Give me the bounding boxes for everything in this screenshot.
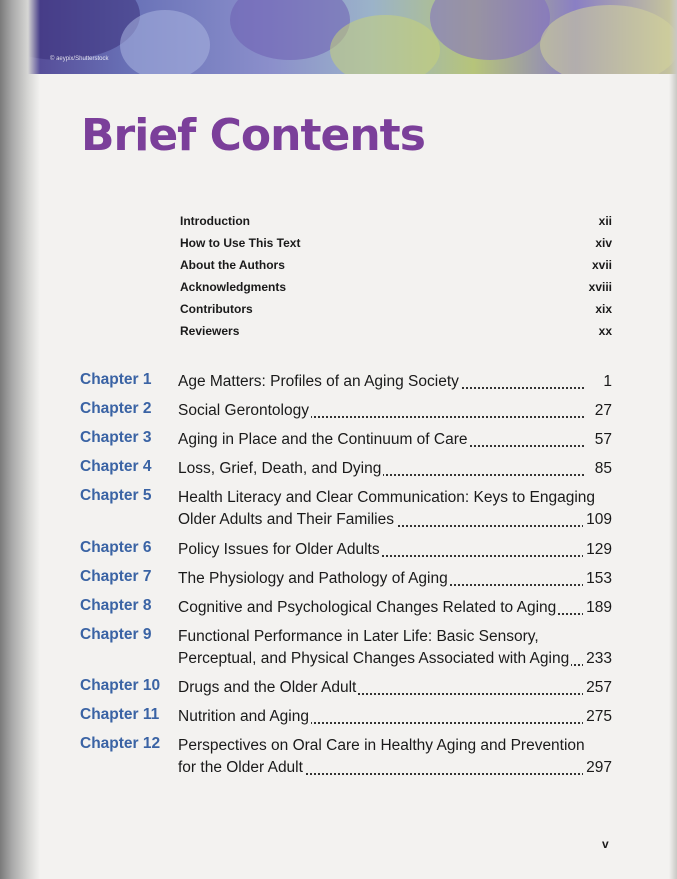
chapter-label: Chapter 3 — [80, 429, 152, 446]
chapter-title — [178, 458, 612, 480]
chapter-title-line: Drugs and the Older Adult — [178, 679, 357, 696]
chapter-title-line: Older Adults and Their Families — [178, 511, 394, 528]
chapter-title — [178, 735, 612, 779]
chapter-title — [178, 597, 612, 619]
binding-shadow — [0, 0, 40, 879]
chapter-page: 257 — [583, 677, 612, 699]
page-title: Brief Contents — [81, 110, 425, 161]
chapter-page: 27 — [592, 400, 612, 422]
front-matter-entry — [180, 324, 612, 342]
chapter-title-line: Perceptual, and Physical Changes Associated with Aging — [178, 650, 570, 667]
front-matter-entry — [180, 236, 612, 254]
decorative-banner — [0, 0, 677, 74]
chapter-page: 233 — [583, 648, 612, 670]
chapter-title-line: Cognitive and Psychological Changes Related to Aging — [178, 599, 557, 616]
chapter-title-line: Age Matters: Profiles of an Aging Society — [178, 373, 459, 390]
front-matter-title: Contributors — [180, 302, 253, 316]
chapter-page: 129 — [583, 539, 612, 561]
photo-credit: © aeypix/Shutterstock — [50, 56, 109, 62]
chapter-title — [178, 626, 612, 670]
chapter-label: Chapter 5 — [80, 487, 152, 504]
chapter-label: Chapter 10 — [80, 677, 161, 694]
front-matter-entry — [180, 302, 612, 320]
front-matter-title: How to Use This Text — [180, 236, 301, 250]
chapter-title-line: The Physiology and Pathology of Aging — [178, 570, 448, 587]
chapter-title — [178, 429, 612, 451]
front-matter-page: xviii — [588, 280, 612, 294]
chapter-label: Chapter 7 — [80, 568, 152, 585]
chapter-label: Chapter 11 — [80, 706, 160, 723]
chapter-title — [178, 539, 612, 561]
front-matter-page: xx — [598, 324, 612, 338]
chapter-title-line: Nutrition and Aging — [178, 708, 309, 725]
chapter-title — [178, 706, 612, 728]
page-edge — [669, 0, 677, 879]
chapter-title — [178, 487, 612, 531]
chapter-title — [178, 568, 612, 590]
front-matter-title: Reviewers — [180, 324, 240, 338]
chapter-title — [178, 400, 612, 422]
front-matter-title: Acknowledgments — [180, 280, 287, 294]
chapter-label: Chapter 2 — [80, 400, 152, 417]
chapter-label: Chapter 8 — [80, 597, 152, 614]
chapter-title — [178, 371, 612, 393]
chapter-title-line: Health Literacy and Clear Communication: Keys to Engaging — [178, 489, 596, 506]
chapter-title-line: Social Gerontology — [178, 402, 309, 419]
chapter-page: 153 — [583, 568, 612, 590]
front-matter-title: Introduction — [180, 214, 250, 228]
chapter-title-line: Functional Performance in Later Life: Basic Sensory, — [178, 628, 539, 645]
chapter-label: Chapter 4 — [80, 458, 152, 475]
page-number: v — [602, 837, 609, 851]
front-matter-page: xix — [595, 302, 612, 316]
front-matter-entry — [180, 258, 612, 276]
chapter-label: Chapter 9 — [80, 626, 152, 643]
chapter-label: Chapter 12 — [80, 735, 161, 752]
front-matter-page: xii — [598, 214, 612, 228]
chapter-label: Chapter 6 — [80, 539, 152, 556]
chapter-label: Chapter 1 — [80, 371, 152, 388]
front-matter-title: About the Authors — [180, 258, 285, 272]
front-matter-page: xiv — [595, 236, 612, 250]
chapter-page: 297 — [583, 757, 612, 779]
front-matter-entry — [180, 280, 612, 298]
chapter-page: 85 — [592, 458, 612, 480]
chapter-title-line: Policy Issues for Older Adults — [178, 541, 380, 558]
chapter-title-line: Loss, Grief, Death, and Dying — [178, 460, 382, 477]
chapter-page: 1 — [600, 371, 612, 393]
chapter-page: 275 — [583, 706, 612, 728]
chapter-page: 109 — [583, 509, 612, 531]
chapter-page: 189 — [583, 597, 612, 619]
chapter-title-line: Perspectives on Oral Care in Healthy Aging and Prevention — [178, 737, 585, 754]
chapter-page: 57 — [592, 429, 612, 451]
front-matter-page: xvii — [591, 258, 612, 272]
chapter-title-line: Aging in Place and the Continuum of Care — [178, 431, 468, 448]
chapter-title-line: for the Older Adult — [178, 759, 303, 776]
chapter-title — [178, 677, 612, 699]
front-matter-entry — [180, 214, 612, 232]
